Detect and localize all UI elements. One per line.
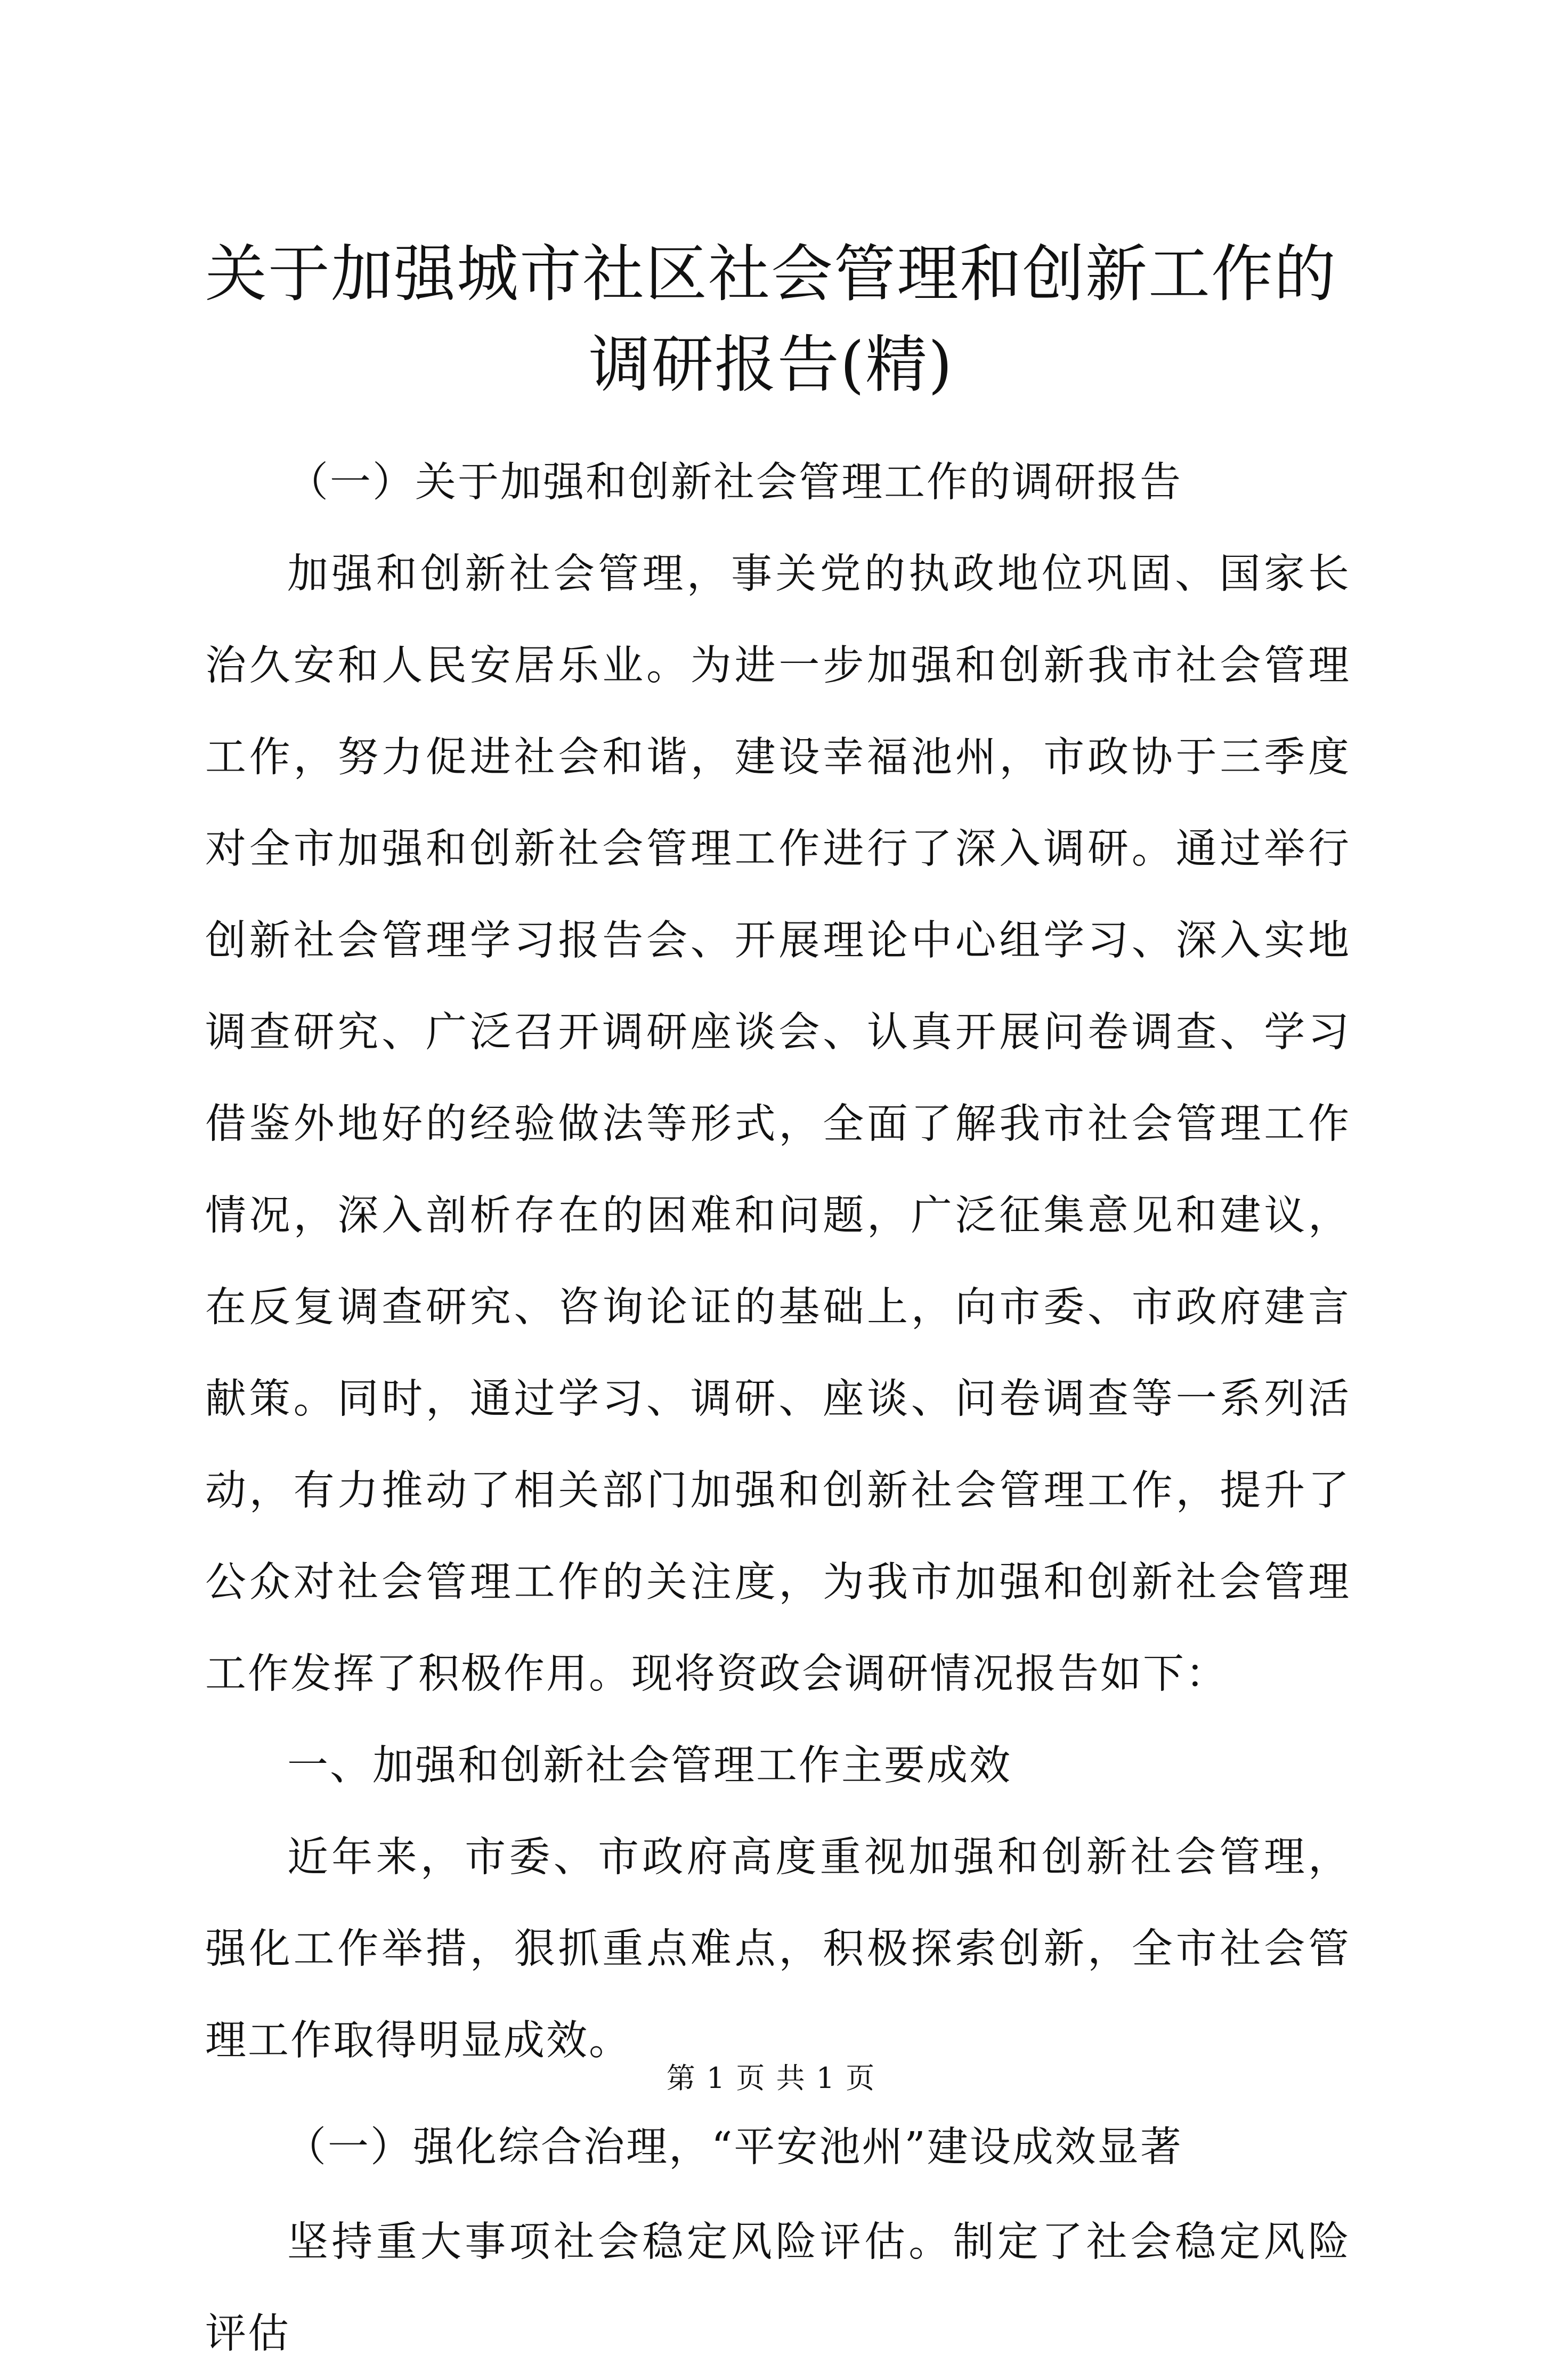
document-subtitle: （一）关于加强和创新社会管理工作的调研报告 <box>287 459 1182 506</box>
subsection-heading-safe-chizhou: （一）强化综合治理，“平安池州”建设成效显著 <box>285 2124 1183 2171</box>
paragraph-intro: 加强和创新社会管理，事关党的执政地位巩固、国家长治久安和人民安居乐业。为进一步加强和创新我市社会管理工作，努力促进社会和谐，建设幸福池州，市政协于三季度对全市加强和创新社会管理工作进行了深入调研。通过举行创新社会管理学习报告会、开展理论中心组学习、深入实地调查研究、广泛召开调研座谈会、认真开展问卷调查、学习借鉴外地好的经验做法等形式，全面了解我市社会管理工作情况，深入剖析存在的困难和问题，广泛征集意见和建议，在反复调查研究、咨询论证的基础上，向市委、市政府建言献策。同时，通过学习、调研、座谈、问卷调查等一系列活动，有力推动了相关部门加强和创新社会管理工作，提升了公众对社会管理工作的关注度，为我市加强和创新社会管理工作发挥了积极作用。现将资政会调研情况报告如下： <box>205 551 1351 1698</box>
document-title: 关于加强城市社区社会管理和创新工作的调研报告(精) <box>205 238 1337 401</box>
section-heading-main-achievements: 一、加强和创新社会管理工作主要成效 <box>287 1742 1012 1790</box>
page-footer: 第 1 页 共 1 页 <box>666 2061 876 2095</box>
paragraph-recent-years: 近年来，市委、市政府高度重视加强和创新社会管理，强化工作举措，狠抓重点难点，积极探索创新，全市社会管理工作取得明显成效。 <box>205 1834 1351 2065</box>
paragraph-risk-assessment: 坚持重大事项社会稳定风险评估。制定了社会稳定风险评估 <box>205 2219 1351 2358</box>
